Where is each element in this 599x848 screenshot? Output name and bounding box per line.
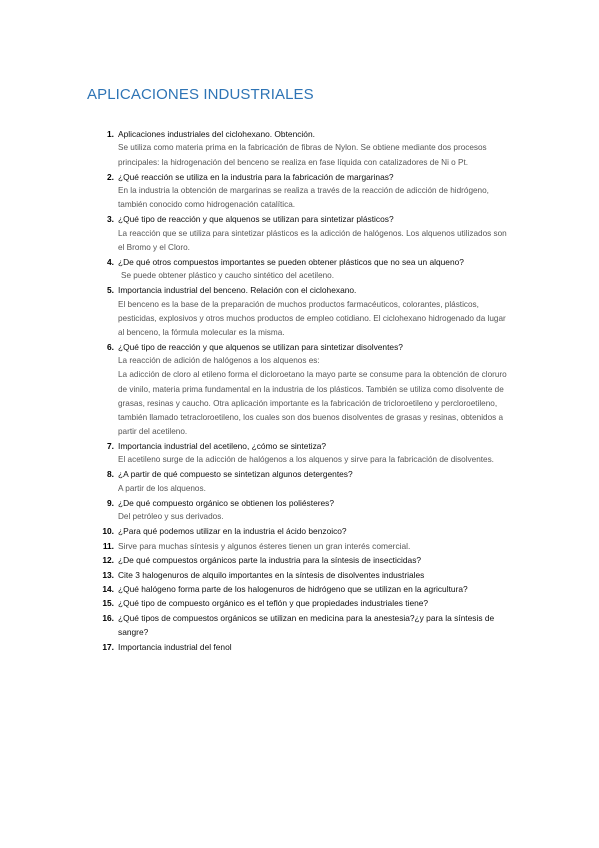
item-question: ¿De qué compuesto orgánico se obtienen los poliésteres? bbox=[118, 497, 335, 508]
item-answer: La adicción de cloro al etileno forma el dicloroetano la mayo parte se consume para la obtención de cloruro de vinilo, materia prima fundamental en la industria de los plásticos. También se utiliza como disolvente de grasas, resinas y caucho. Otra aplicación importante es la fabricación de tricloroetileno y percloroetileno, también llamado tetracloroetileno, los cuales son dos buenos disolventes de grasas y resinas, obtenidos a partir del acetileno. bbox=[118, 370, 507, 436]
list-item bbox=[0, 553, 599, 567]
list-item bbox=[0, 212, 599, 255]
item-number: 17. bbox=[102, 641, 114, 652]
item-answer: Del petróleo y sus derivados. bbox=[118, 512, 224, 522]
item-number: 8. bbox=[107, 469, 114, 480]
item-number: 5. bbox=[107, 285, 114, 296]
item-number: 9. bbox=[107, 497, 114, 508]
item-question: Cite 3 halogenuros de alquilo importantes en la síntesis de disolventes industriales bbox=[118, 569, 425, 580]
item-number: 14. bbox=[102, 584, 114, 595]
list-item bbox=[0, 170, 599, 213]
item-answer: La reacción de adición de halógenos a los alquenos es: bbox=[118, 356, 320, 366]
item-number: 11. bbox=[102, 540, 114, 551]
question-list bbox=[0, 127, 599, 654]
item-number: 2. bbox=[107, 171, 114, 182]
item-question: Importancia industrial del benceno. Relación con el ciclohexano. bbox=[118, 285, 357, 296]
item-question: ¿Qué tipos de compuestos orgánicos se utilizan en medicina para la anestesia?¿y para la síntesis de sangre? bbox=[118, 612, 495, 638]
item-number: 6. bbox=[107, 341, 114, 352]
item-question: ¿De qué otros compuestos importantes se pueden obtener plásticos que no sea un alqueno? bbox=[118, 256, 464, 267]
item-question: ¿A partir de qué compuesto se sintetizan algunos detergentes? bbox=[118, 469, 353, 480]
item-number: 3. bbox=[107, 214, 114, 225]
item-question: Importancia industrial del acetileno, ¿cómo se sintetiza? bbox=[118, 440, 327, 451]
item-number: 16. bbox=[102, 612, 114, 623]
list-item bbox=[0, 496, 599, 525]
document-title: APLICACIONES INDUSTRIALES bbox=[87, 86, 314, 103]
item-answer: El acetileno surge de la adicción de halógenos a los alquenos y sirve para la fabricación de disolventes. bbox=[118, 455, 494, 465]
list-item bbox=[0, 439, 599, 468]
list-item bbox=[0, 283, 599, 340]
list-item bbox=[0, 127, 599, 170]
item-question: ¿Qué tipo de reacción y que alquenos se utilizan para sintetizar plásticos? bbox=[118, 214, 394, 225]
item-number: 7. bbox=[107, 440, 114, 451]
item-question: ¿Qué tipo de reacción y que alquenos se utilizan para sintetizar disolventes? bbox=[118, 341, 403, 352]
list-item bbox=[0, 467, 599, 496]
list-item bbox=[0, 255, 599, 284]
item-number: 10. bbox=[102, 526, 114, 537]
item-question: ¿Qué reacción se utiliza en la industria para la fabricación de margarinas? bbox=[118, 171, 394, 182]
item-question: Sirve para muchas síntesis y algunos ésteres tienen un gran interés comercial. bbox=[118, 540, 411, 551]
item-question: ¿Qué halógeno forma parte de los halogenuros de hidrógeno que se utilizan en la agricultura? bbox=[118, 584, 468, 595]
list-item bbox=[0, 539, 599, 553]
item-number: 12. bbox=[102, 555, 114, 566]
item-answer: Se puede obtener plástico y caucho sintético del acetileno. bbox=[121, 271, 335, 281]
item-answer: El benceno es la base de la preparación de muchos productos farmacéuticos, colorantes, plásticos, pesticidas, explosivos y otros muchos productos de empleo cotidiano. El ciclohexano hidrogenado da lugar al benceno, la fórmula molecular es la misma. bbox=[118, 299, 506, 337]
item-question: Importancia industrial del fenol bbox=[118, 641, 232, 652]
item-question: Aplicaciones industriales del ciclohexano. Obtención. bbox=[118, 129, 315, 139]
list-item bbox=[0, 611, 599, 640]
item-number: 13. bbox=[102, 569, 114, 580]
item-answer: Se utiliza como materia prima en la fabricación de fibras de Nylon. Se obtiene mediante dos procesos principales: la hidrogenación del benceno se realiza en fase líquida con catalizadores de Ni o Pt. bbox=[118, 143, 487, 167]
item-answer: A partir de los alquenos. bbox=[118, 483, 206, 493]
item-question: ¿Para qué podemos utilizar en la industria el ácido benzoico? bbox=[118, 526, 347, 537]
list-item bbox=[0, 524, 599, 538]
item-question: ¿De qué compuestos orgánicos parte la industria para la síntesis de insecticidas? bbox=[118, 555, 422, 566]
item-answer: La reacción que se utiliza para sintetizar plásticos es la adicción de halógenos. Los alquenos utilizados son el Bromo y el Cloro. bbox=[118, 228, 507, 252]
item-number: 1. bbox=[107, 129, 114, 139]
list-item bbox=[0, 640, 599, 654]
item-number: 15. bbox=[102, 598, 114, 609]
list-item bbox=[0, 568, 599, 582]
item-question: ¿Qué tipo de compuesto orgánico es el teflón y que propiedades industriales tiene? bbox=[118, 598, 429, 609]
item-number: 4. bbox=[107, 256, 114, 267]
list-item bbox=[0, 582, 599, 596]
item-answer: En la industria la obtención de margarinas se realiza a través de la reacción de adicción de hidrógeno, también conocido como hidrogenación catalítica. bbox=[118, 186, 489, 210]
list-item bbox=[0, 340, 599, 439]
list-item bbox=[0, 596, 599, 610]
